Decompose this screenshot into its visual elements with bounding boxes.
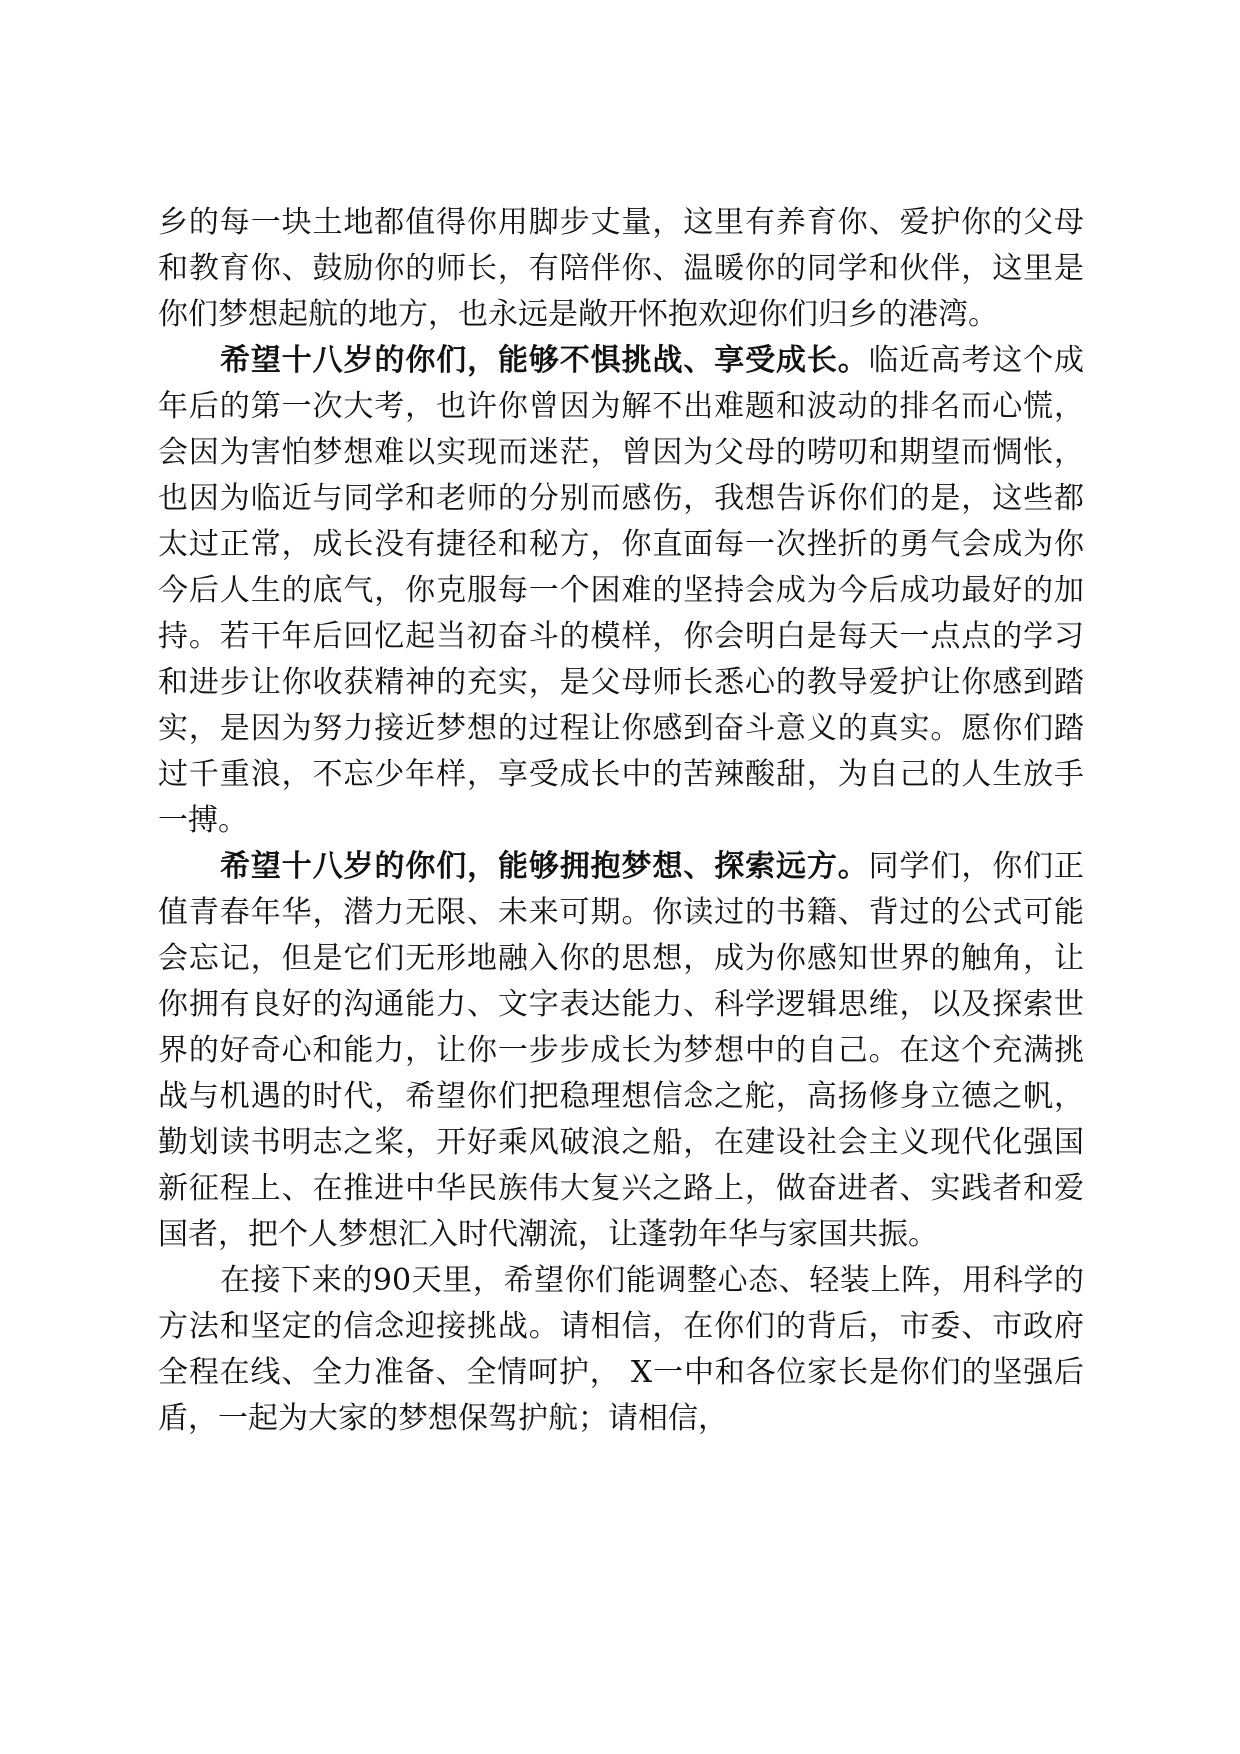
paragraph-1-text: 乡的每一块土地都值得你用脚步丈量，这里有养育你、爱护你的父母和教育你、鼓励你的师长，有陪伴你、温暖你的同学和伙伴，这里是你们梦想起航的地方，也永远是敞开怀抱欢迎你们归乡的港湾。 bbox=[158, 205, 1084, 332]
paragraph-3-lead: 希望十八岁的你们，能够拥抱梦想、探索远方。 bbox=[220, 849, 869, 884]
paragraph-2 bbox=[158, 338, 1084, 844]
paragraph-2-lead: 希望十八岁的你们，能够不惧挑战、享受成长。 bbox=[220, 343, 869, 378]
paragraph-1 bbox=[158, 200, 1084, 338]
paragraph-4 bbox=[158, 1258, 1084, 1442]
paragraph-2-text: 临近高考这个成年后的第一次大考，也许你曾因为解不出难题和波动的排名而心慌，会因为害怕梦想难以实现而迷茫，曾因为父母的唠叨和期望而惆怅，也因为临近与同学和老师的分别而感伤，我想告诉你们的是，这些都太过正常，成长没有捷径和秘方，你直面每一次挫折的勇气会成为你今后人生的底气，你克服每一个困难的坚持会成为今后成功最好的加持。若干年后回忆起当初奋斗的模样，你会明白是每天一点点的学习和进步让你收获精神的充实，是父母师长悉心的教导爱护让你感到踏实，是因为努力接近梦想的过程让你感到奋斗意义的真实。愿你们踏过千重浪，不忘少年样，享受成长中的苦辣酸甜，为自己的人生放手一搏。 bbox=[158, 343, 1085, 838]
paragraph-3 bbox=[158, 844, 1084, 1258]
paragraph-4-text: 在接下来的90天里，希望你们能调整心态、轻装上阵，用科学的方法和坚定的信念迎接挑战。请相信，在你们的背后，市委、市政府全程在线、全力准备、全情呵护， X一中和各位家长是你们的坚强后盾，一起为大家的梦想保驾护航；请相信， bbox=[158, 1263, 1084, 1436]
document-body bbox=[158, 200, 1084, 1442]
paragraph-3-text: 同学们，你们正值青春年华，潜力无限、未来可期。你读过的书籍、背过的公式可能会忘记，但是它们无形地融入你的思想，成为你感知世界的触角，让你拥有良好的沟通能力、文字表达能力、科学逻辑思维，以及探索世界的好奇心和能力，让你一步步成长为梦想中的自己。在这个充满挑战与机遇的时代，希望你们把稳理想信念之舵，高扬修身立德之帆，勤划读书明志之桨，开好乘风破浪之船，在建设社会主义现代化强国新征程上、在推进中华民族伟大复兴之路上，做奋进者、实践者和爱国者，把个人梦想汇入时代潮流，让蓬勃年华与家国共振。 bbox=[158, 849, 1085, 1252]
